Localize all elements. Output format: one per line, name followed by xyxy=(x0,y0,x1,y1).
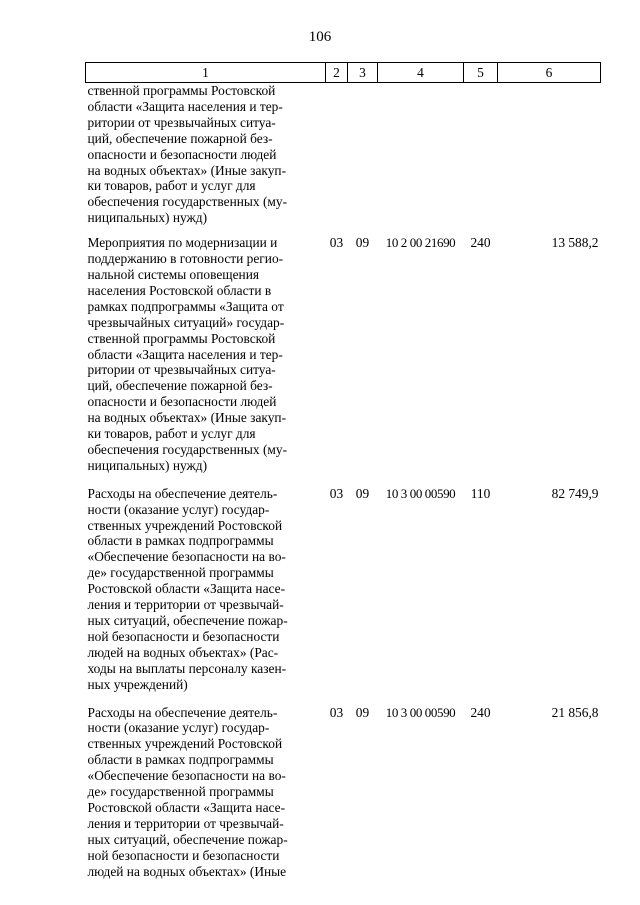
expense-name-line: «Обеспечение безопасности на во- xyxy=(87,768,286,784)
expense-name-line: обеспечения государственных (му- xyxy=(87,441,288,457)
table-row xyxy=(86,693,601,880)
expense-name-line: ций, обеспечение пожарной без- xyxy=(87,130,273,146)
expense-name-line: на водных объектах» (Иные закуп- xyxy=(87,162,287,178)
subsection-code-cell xyxy=(348,83,378,227)
expense-name-line: Расходы на обеспечение деятель- xyxy=(87,485,278,501)
expense-name-line: людей на водных объектах» (Рас- xyxy=(87,644,279,660)
column-header-1: 1 xyxy=(86,63,326,83)
expense-name-line: людей на водных объектах» (Иные xyxy=(87,863,287,879)
section-code-cell xyxy=(326,83,348,227)
column-header-3: 3 xyxy=(348,63,378,83)
expense-name-line: ственных учреждений Ростовской xyxy=(87,517,283,533)
expense-type-code-cell: 240 xyxy=(470,235,491,251)
expense-name-line: ки товаров, работ и услуг для xyxy=(87,178,256,194)
expense-name-line: ных ситуаций, обеспечение пожар- xyxy=(87,831,288,847)
expense-name-line: ниципальных) нужд) xyxy=(87,457,208,473)
expense-type-code-cell: 240 xyxy=(470,704,491,720)
column-header-5: 5 xyxy=(464,63,498,83)
expense-name-line: области «Защита населения и тер- xyxy=(87,98,283,114)
amount-cell: 82 749,9 xyxy=(551,485,599,501)
expense-name-line: ления и территории от чрезвычай- xyxy=(87,815,284,831)
amount-cell xyxy=(498,83,601,227)
expense-name-cell xyxy=(86,474,326,693)
expense-name-line: ления и территории от чрезвычай- xyxy=(87,597,284,613)
expense-name-line: де» государственной программы xyxy=(87,565,274,581)
expense-name-line: ственной программы Ростовской xyxy=(87,83,276,98)
expense-name-line: «Обеспечение безопасности на во- xyxy=(87,549,286,565)
expense-name-line: ных учреждений) xyxy=(87,676,188,692)
expense-name-line: ниципальных) нужд) xyxy=(87,210,208,226)
target-article-code-cell: 10 2 00 21690 xyxy=(385,235,456,251)
target-article-code-cell: 10 3 00 00590 xyxy=(385,485,456,501)
column-header-4: 4 xyxy=(378,63,464,83)
expense-name-line: Ростовской области «Защита насе- xyxy=(87,799,286,815)
table-row xyxy=(86,83,601,227)
expense-name-line: де» государственной программы xyxy=(87,784,274,800)
column-header-2: 2 xyxy=(326,63,348,83)
expense-name-line: нальной системы оповещения xyxy=(87,266,260,282)
expense-name-line: ственных учреждений Ростовской xyxy=(87,736,283,752)
expense-name-line: ственной программы Ростовской xyxy=(87,330,276,346)
column-header-6: 6 xyxy=(498,63,601,83)
expense-name-line: рамках подпрограммы «Защита от xyxy=(87,298,284,314)
expense-name-cell xyxy=(86,226,326,474)
expense-name-line: ходы на выплаты персоналу казен- xyxy=(87,660,287,676)
expense-name-line: опасности и безопасности людей xyxy=(87,146,277,162)
expense-name-line: опасности и безопасности людей xyxy=(87,394,277,410)
expense-name-line: на водных объектах» (Иные закуп- xyxy=(87,410,287,426)
expense-name-line: ной безопасности и безопасности xyxy=(87,847,280,863)
expense-name-cell xyxy=(86,693,326,880)
expense-type-code-cell: 110 xyxy=(470,485,491,501)
expense-name-line: ритории от чрезвычайных ситуа- xyxy=(87,114,276,130)
target-article-code-cell: 10 3 00 00590 xyxy=(385,704,456,720)
amount-cell: 13 588,2 xyxy=(551,235,599,251)
table-row xyxy=(86,226,601,474)
expense-name-line: Расходы на обеспечение деятель- xyxy=(87,704,278,720)
target-article-code-cell xyxy=(378,83,464,227)
expense-name-line: области в рамках подпрограммы xyxy=(87,752,274,768)
subsection-code-cell: 09 xyxy=(355,485,370,501)
section-code-cell: 03 xyxy=(329,235,344,251)
subsection-code-cell: 09 xyxy=(355,704,370,720)
table-header-row xyxy=(86,63,601,83)
expense-name-line: ритории от чрезвычайных ситуа- xyxy=(87,362,276,378)
table-body xyxy=(86,83,601,880)
expense-name-line: Мероприятия по модернизации и xyxy=(87,235,278,251)
expense-name-line: поддержанию в готовности регио- xyxy=(87,251,284,267)
page-number: 106 xyxy=(308,29,332,45)
expense-name-line: ций, обеспечение пожарной без- xyxy=(87,378,273,394)
expense-name-line: ности (оказание услуг) государ- xyxy=(87,501,270,517)
expense-name-line: чрезвычайных ситуаций» государ- xyxy=(87,314,285,330)
expense-name-line: области «Защита населения и тер- xyxy=(87,346,283,362)
section-code-cell: 03 xyxy=(329,704,344,720)
expense-name-line: ки товаров, работ и услуг для xyxy=(87,426,256,442)
expense-type-code-cell xyxy=(464,83,498,227)
expense-name-line: населения Ростовской области в xyxy=(87,282,272,298)
expense-name-line: ности (оказание услуг) государ- xyxy=(87,720,270,736)
expense-name-line: Ростовской области «Защита насе- xyxy=(87,581,286,597)
expense-name-line: области в рамках подпрограммы xyxy=(87,533,274,549)
subsection-code-cell: 09 xyxy=(355,235,370,251)
table-row xyxy=(86,474,601,693)
expense-name-line: обеспечения государственных (му- xyxy=(87,194,288,210)
expense-name-cell xyxy=(86,83,326,227)
expense-name-line: ной безопасности и безопасности xyxy=(87,628,280,644)
amount-cell: 21 856,8 xyxy=(551,704,599,720)
expense-name-line: ных ситуаций, обеспечение пожар- xyxy=(87,613,288,628)
budget-table xyxy=(85,62,601,880)
section-code-cell: 03 xyxy=(329,485,344,501)
